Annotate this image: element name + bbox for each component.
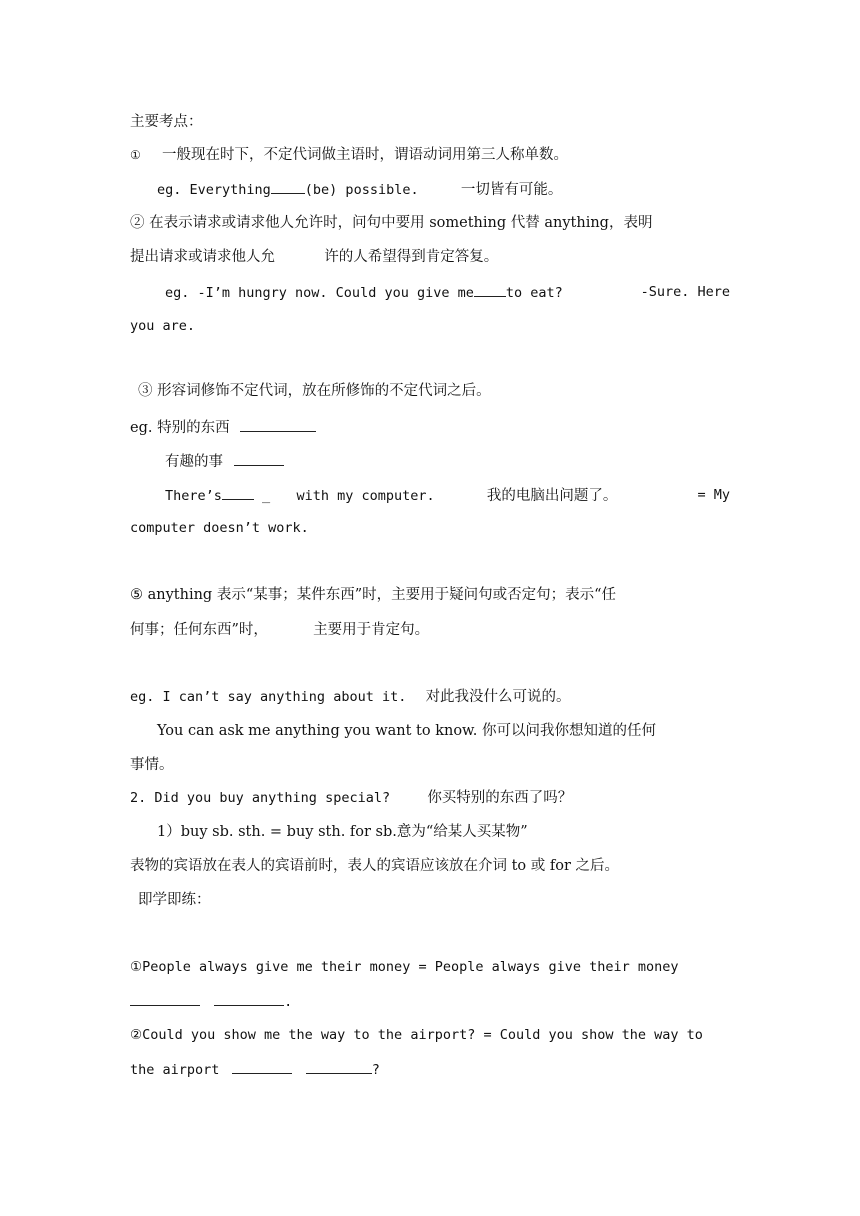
exercise-2-line1: ②Could you show me the way to the airport? = Could you show the way to bbox=[130, 1027, 703, 1043]
point-3: ③ 形容词修饰不定代词，放在所修饰的不定代词之后。 bbox=[138, 383, 491, 399]
point-3-example-1: eg. 特别的东西 bbox=[130, 417, 730, 438]
point-1-number: ① bbox=[130, 148, 141, 162]
heading: 主要考点： bbox=[130, 114, 203, 130]
answer-blank bbox=[222, 485, 254, 500]
eg-block-line2: You can ask me anything you want to know. 你可以问我你想知道的任何 bbox=[157, 723, 656, 739]
point-2-example-cont: you are. bbox=[130, 318, 196, 334]
answer-blank[interactable] bbox=[214, 991, 284, 1006]
point-3-example-3: There’s _ with my computer. 我的电脑出问题了。 = My bbox=[165, 487, 730, 504]
point-1-example bbox=[157, 179, 757, 200]
answer-blank[interactable] bbox=[306, 1059, 372, 1074]
point-1 bbox=[130, 145, 730, 165]
exercise-1-line2: . bbox=[130, 991, 730, 1012]
answer-blank[interactable] bbox=[130, 991, 200, 1006]
exercise-2-line2: the airport ? bbox=[130, 1059, 730, 1080]
point-2-example: eg. -I’m hungry now. Could you give me to eat? -Sure. Here bbox=[165, 284, 730, 301]
section-2-sub: 1）buy sb. sth. = buy sth. for sb.意为“给某人买某物” bbox=[157, 824, 528, 840]
exercise-1-line1: ①People always give me their money = People always give their money bbox=[130, 959, 679, 975]
point-3-example-3-cont: computer doesn’t work. bbox=[130, 520, 309, 536]
answer-blank bbox=[240, 417, 316, 432]
point-5-line1: ⑤ anything 表示“某事；某件东西”时，主要用于疑问句或否定句；表示“任 bbox=[130, 587, 617, 603]
point-5-line2: 何事；任何东西”时， 主要用于肯定句。 bbox=[130, 622, 430, 638]
point-1-text: 一般现在时下，不定代词做主语时，谓语动词用第三人称单数。 bbox=[161, 147, 568, 163]
section-2-note: 表物的宾语放在表人的宾语前时，表人的宾语应该放在介词 to 或 for 之后。 bbox=[130, 858, 620, 874]
answer-blank bbox=[474, 282, 506, 297]
point-2-line2: 提出请求或请求他人允 许的人希望得到肯定答复。 bbox=[130, 249, 499, 265]
practice-heading: 即学即练： bbox=[138, 892, 211, 908]
answer-blank bbox=[271, 179, 305, 194]
example-translation: 一切皆有可能。 bbox=[460, 182, 563, 198]
answer-blank bbox=[234, 451, 284, 466]
point-3-example-2: 有趣的事 bbox=[165, 451, 765, 472]
section-2-title: 2. Did you buy anything special? 你买特别的东西了吗？ bbox=[130, 790, 573, 806]
eg-block-line1: eg. I can’t say anything about it. 对此我没什么可说的。 bbox=[130, 689, 571, 705]
point-2-line1: ② 在表示请求或请求他人允许时，问句中要用 something 代替 anything，表明 bbox=[130, 215, 653, 231]
answer-blank[interactable] bbox=[232, 1059, 292, 1074]
eg-block-line3: 事情。 bbox=[130, 757, 174, 773]
example-sentence: eg. Everything bbox=[157, 182, 271, 198]
example-sentence-end: (be) possible. bbox=[304, 182, 419, 198]
